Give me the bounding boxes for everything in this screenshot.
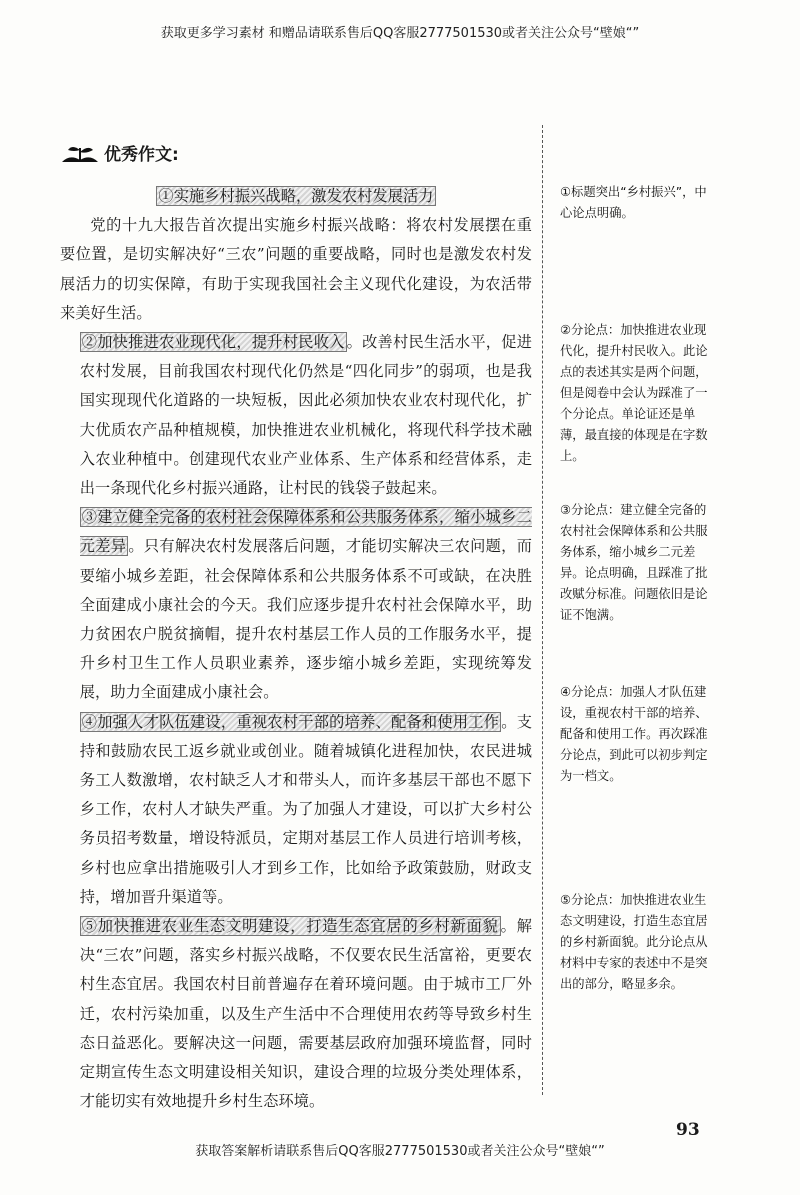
paragraph-5-body: 。解决“三农”问题，落实乡村振兴战略，不仅要农民生活富裕，更要农村生态宜居。我国农村目前普遍存在着环境问题。由于城市工厂外迁，农村污染加重，以及生产生活中不合理使用农药等导致乡村生态日益恶化。要解决这一问题，需要基层政府加强环境监督，同时定期宣传生态文明建设相关知识，建设合理的垃圾分类处理体系，才能切实有效地提升乡村生态环境。 <box>79 917 532 1111</box>
paragraph-2-body: 。改善村民生活水平，促进农村发展，目前我国农村现代化仍然是“四化同步”的弱项，也是我国实现现代化道路的一块短板，因此必须加快农业农村现代化，扩大优质农产品种植规模，加快推进农业机械化，将现代科学技术融入农业种植中。创建现代农业产业体系、生产体系和经营体系，走出一条现代化乡村振兴通路，让村民的钱袋子鼓起来。 <box>79 333 533 498</box>
paragraph-3-body: 。只有解决农村发展落后问题，才能切实解决三农问题，而要缩小城乡差距，社会保障体系和公共服务体系不可或缺，在决胜全面建成小康社会的今天。我们应逐步提升农村社会保障水平，助力贫困农户脱贫摘帽，提升农村基层工作人员的工作服务水平，提升乡村卫生工作人员职业素养，逐步缩小城乡差距，实现统筹发展，助力全面建成小康社会。 <box>79 537 532 702</box>
essay-paragraph-4 <box>60 708 532 912</box>
essay-body <box>60 182 532 1117</box>
margin-note-4: ④分论点：加强人才队伍建设，重视农村干部的培养、配备和使用工作。再次踩准分论点，到此可以初步判定为一档文。 <box>560 685 708 783</box>
sub-argument-5: ⑤加快推进农业生态文明建设，打造生态宜居的乡村新面貌 <box>81 917 499 936</box>
column-divider <box>542 125 543 1095</box>
sub-argument-4: ④加强人才队伍建设，重视农村干部的培养、配备和使用工作 <box>81 712 500 731</box>
essay-paragraph-5 <box>60 912 532 1116</box>
sub-argument-3: ③建立健全完备的农村社会保障体系和公共服务体系，缩小城乡二元差异 <box>79 508 532 556</box>
margin-note-1: ①标题突出“乡村振兴”，中心论点明确。 <box>560 185 707 220</box>
essay-title-text: ①实施乡村振兴战略，激发农村发展活力 <box>158 187 434 205</box>
margin-note-2: ②分论点：加快推进农业现代化，提升村民收入。此论点的表述其实是两个问题，但是阅卷中会认为踩准了一个分论点。单论证还是单薄，最直接的体现是在字数上。 <box>560 323 708 463</box>
section-heading-label: 优秀作文: <box>104 145 179 165</box>
section-heading <box>60 140 179 165</box>
margin-note-5: ⑤分论点：加快推进农业生态文明建设，打造生态宜居的乡村新面貌。此分论点从材料中专家的表述中不是突出的部分，略显多余。 <box>560 893 708 991</box>
essay-title <box>60 182 532 211</box>
top-banner: 获取更多学习素材 和赠品请联系售后QQ客服2777501530或者关注公众号“壁娘“” <box>160 26 640 41</box>
essay-paragraph-1: 党的十九大报告首次提出实施乡村振兴战略：将农村发展摆在重要位置，是切实解决好“三农”问题的重要战略，同时也是激发农村发展活力的切实保障，有助于实现我国社会主义现代化建设，为农活带来美好生活。 <box>60 216 532 322</box>
bottom-banner: 获取答案解析请联系售后QQ客服2777501530或者关注公众号“壁娘“” <box>195 1144 605 1159</box>
paragraph-4-body: 。支持和鼓励农民工返乡就业或创业。随着城镇化进程加快，农民进城务工人数激增，农村缺乏人才和带头人，而许多基层干部也不愿下乡工作，农村人才缺失严重。为了加强人才建设，可以扩大乡村公务员招考数量，增设特派员，定期对基层工作人员进行培训考核，乡村也应拿出措施吸引人才到乡工作，比如给予政策鼓励，财政支持，增加晋升渠道等。 <box>79 712 533 906</box>
page-number: 93 <box>676 1120 700 1140</box>
book-sprout-icon <box>60 142 100 164</box>
margin-note-3: ③分论点：建立健全完备的农村社会保障体系和公共服务体系，缩小城乡二元差异。论点明确，且踩准了批改赋分标准。问题依旧是论证不饱满。 <box>560 503 708 622</box>
essay-paragraph-2 <box>60 328 532 503</box>
sub-argument-2: ②加快推进农业现代化，提升村民收入 <box>81 333 345 352</box>
essay-paragraph-3 <box>60 503 532 707</box>
